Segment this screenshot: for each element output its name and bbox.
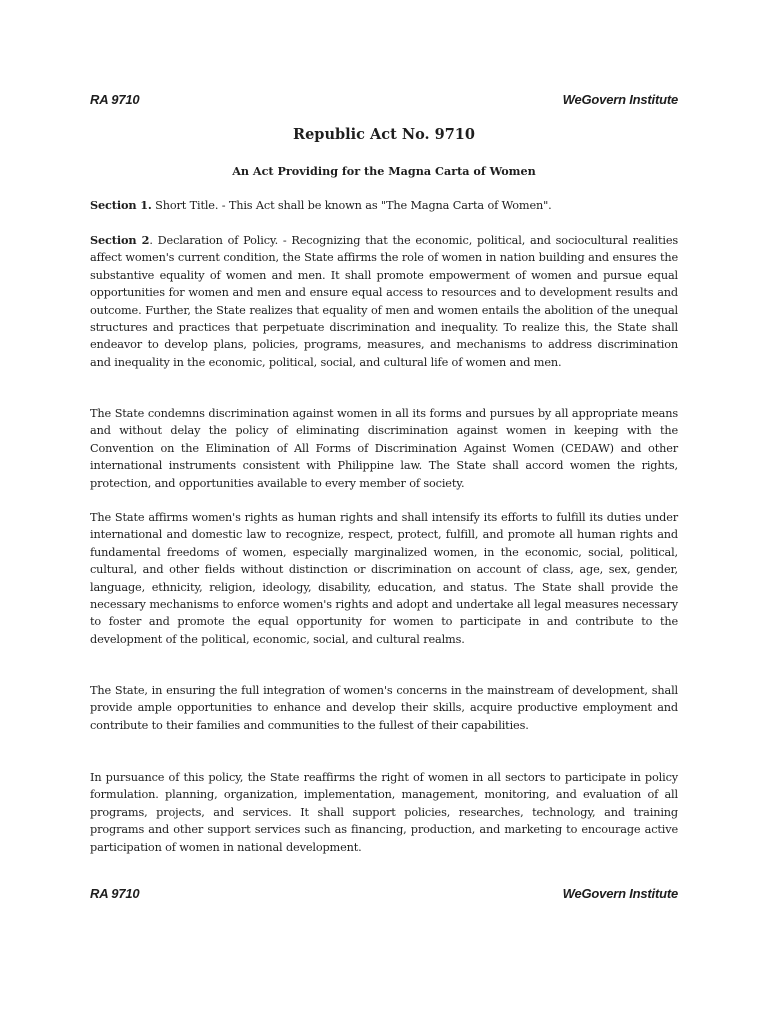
policy-paragraph-human-rights: The State affirms women's rights as human rights and shall intensify its efforts to fulfill its duties under international and domestic law to recognize, respect, protect, fulfill, and promote all human rights and fundamental freedoms of women, especially marginalized women, in the economic, social, political, cultural, and other fields without distinction or discrimination on account of class, age, sex, gender, language, ethnicity, religion, ideology, disability, education, and status. The State shall provide the necessary mechanisms to enforce women's rights and adopt and undertake all legal measures necessary to foster and promote the equal opportunity for women to participate in and contribute to the development of the political, economic, social, and cultural realms. [90, 511, 678, 646]
footer-publisher: WeGovern Institute [562, 886, 678, 901]
section-2-text: . Declaration of Policy. - Recognizing that the economic, political, and sociocultural realities affect women's current condition, the State affirms the role of women in nation building and ensures the substantive equality of women and men. It shall promote empowerment of women and pursue equal opportunities for women and men and ensure equal access to resources and to development results and outcome. Further, the State realizes that equality of men and women entails the abolition of the unequal structures and practices that perpetuate discrimination and inequality. To realize this, the State shall endeavor to develop plans, policies, programs, measures, and mechanisms to address discrimination and inequality in the economic, political, social, and cultural life of women and men. [90, 234, 678, 369]
section-1-text: Short Title. - This Act shall be known as "The Magna Carta of Women". [151, 199, 552, 212]
header-publisher: WeGovern Institute [562, 92, 678, 107]
document-title: Republic Act No. 9710 [293, 126, 475, 143]
section-1-paragraph [90, 197, 678, 214]
footer-act-number: RA 9710 [90, 886, 140, 901]
policy-paragraph-participation: In pursuance of this policy, the State reaffirms the right of women in all sectors to participate in policy formulation. planning, organization, implementation, management, monitoring, and evaluation of all programs, projects, and services. It shall support policies, researches, technology, and training programs and other support services such as financing, production, and marketing to encourage active participation of women in national development. [90, 771, 678, 854]
header-act-number: RA 9710 [90, 92, 140, 107]
section-2-label: Section 2 [90, 233, 150, 247]
policy-paragraph-cedaw: The State condemns discrimination against women in all its forms and pursues by all appropriate means and without delay the policy of eliminating discrimination against women in keeping with the Convention on the Elimination of All Forms of Discrimination Against Women (CEDAW) and other international instruments consistent with Philippine law. The State shall accord women the rights, protection, and opportunities available to every member of society. [90, 407, 678, 490]
page-header [90, 92, 678, 107]
document-subtitle: An Act Providing for the Magna Carta of Women [232, 164, 536, 178]
policy-paragraph-integration: The State, in ensuring the full integration of women's concerns in the mainstream of development, shall provide ample opportunities to enhance and develop their skills, acquire productive employment and contribute to their families and communities to the fullest of their capabilities. [90, 684, 678, 732]
section-1-label: Section 1. [90, 198, 152, 212]
page-footer [90, 886, 678, 901]
section-2-paragraph [90, 232, 678, 371]
